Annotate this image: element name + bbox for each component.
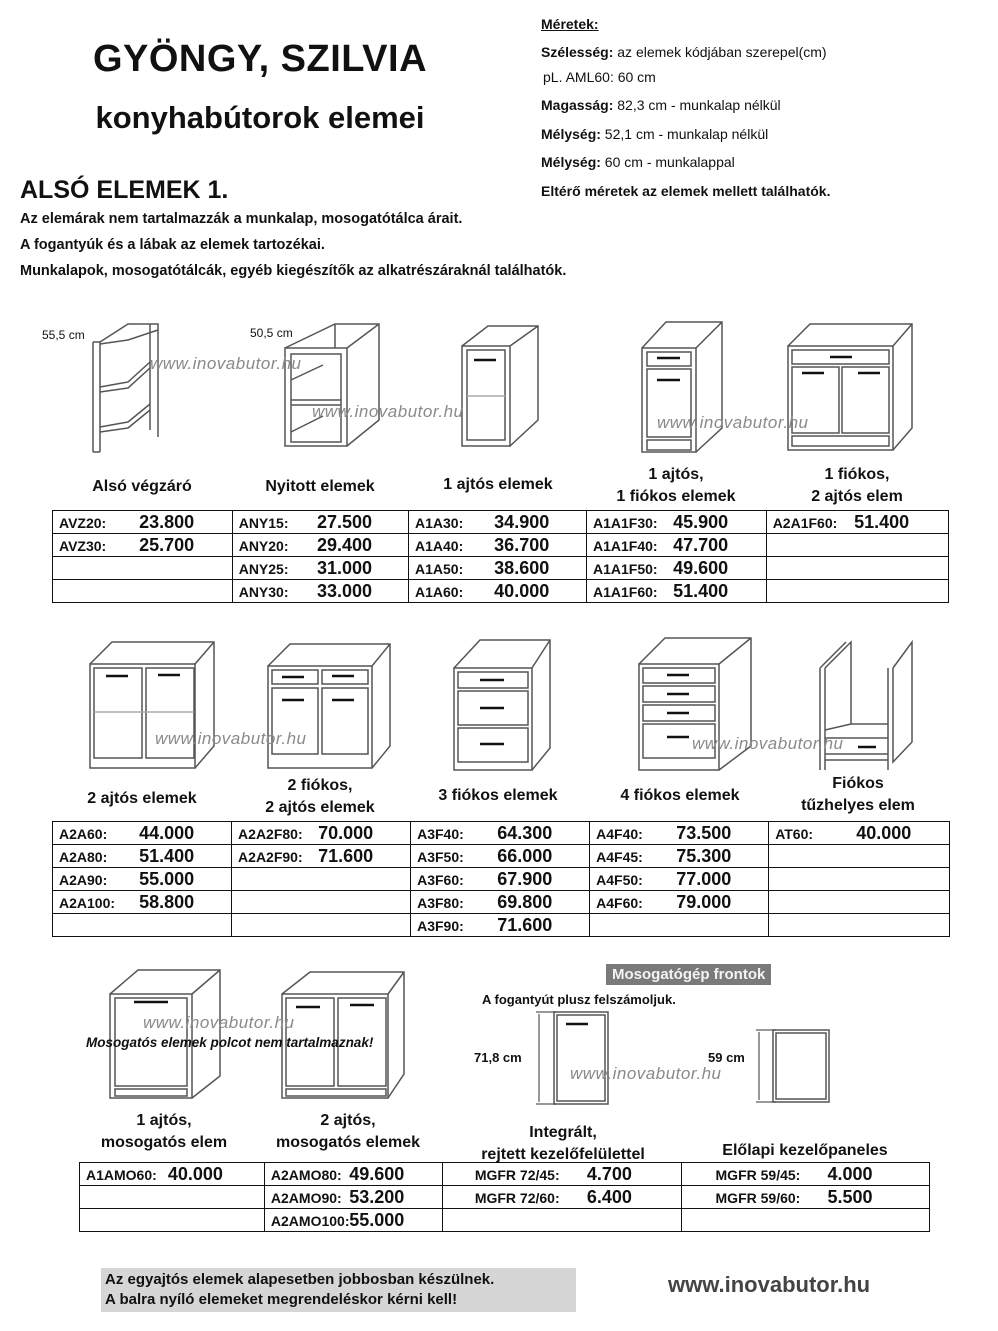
watermark: www.inovabutor.hu <box>150 354 302 373</box>
item-price: 36.700 <box>494 534 550 555</box>
item-code: A3F40: <box>417 825 464 842</box>
item-code: ANY25: <box>238 560 289 577</box>
item-code: A4F40: <box>596 825 643 842</box>
item-price: 77.000 <box>676 868 732 889</box>
two-drawer-two-door-cabinet-drawing <box>266 642 396 772</box>
price-cell <box>408 534 586 557</box>
price-cell <box>681 1186 929 1209</box>
caption-line: Nyitott elemek <box>265 478 375 495</box>
item-code: A2A60: <box>59 825 108 842</box>
item-code: A2A1F60: <box>772 514 838 531</box>
item-code: A4F50: <box>596 871 643 888</box>
price-cell <box>769 868 950 891</box>
item-price: 6.400 <box>586 1186 632 1207</box>
price-cell <box>408 580 586 603</box>
item-price: 49.600 <box>349 1163 405 1184</box>
item-code: A4F60: <box>596 894 643 911</box>
price-cell <box>232 580 408 603</box>
item-code: A1A1F30: <box>592 514 658 531</box>
table-row <box>53 822 950 845</box>
note-line: Az elemárak nem tartalmazzák a munkalap, mosogatótálca árait. <box>20 211 463 227</box>
price-cell <box>590 822 769 845</box>
caption-line: 2 ajtós, <box>320 1112 376 1129</box>
item-code: A2A100: <box>59 894 116 911</box>
item-code: A1A1F50: <box>592 560 658 577</box>
price-cell <box>232 868 411 891</box>
item-price: 40.000 <box>167 1163 223 1184</box>
item-price: 71.600 <box>318 845 374 866</box>
width-example: pL. AML60: 60 cm <box>543 68 656 85</box>
table-row <box>53 891 950 914</box>
item-code: A3F60: <box>417 871 464 888</box>
depth-label: Mélység: <box>541 154 601 170</box>
price-cell <box>232 511 408 534</box>
table-row <box>53 534 949 557</box>
item-price: 23.800 <box>139 511 195 532</box>
price-cell <box>53 511 233 534</box>
price-cell <box>769 845 950 868</box>
item-price: 58.800 <box>139 891 195 912</box>
other-dimensions-note: Eltérő méretek az elemek mellett találhatók. <box>541 182 831 199</box>
handle-note: A fogantyút plusz felszámoljuk. <box>482 992 676 1007</box>
caption-two-door <box>52 788 232 810</box>
dimension-label: 50,5 cm <box>250 326 293 340</box>
dishwasher-front-panel-drawing <box>756 1028 836 1104</box>
item-price: 55.000 <box>349 1209 405 1230</box>
price-cell <box>586 580 766 603</box>
price-cell <box>411 891 590 914</box>
price-cell <box>411 845 590 868</box>
caption-two-drawer-two-door <box>230 775 410 819</box>
caption-one-drawer-two-door <box>766 464 948 508</box>
item-price: 47.700 <box>673 534 729 555</box>
caption-line: 3 fiókos elemek <box>438 787 558 804</box>
height-label: Magasság: <box>541 97 614 113</box>
price-cell <box>232 534 408 557</box>
dw-height-label: 59 cm <box>708 1050 745 1065</box>
dimensions-heading: Méretek: <box>541 16 599 32</box>
item-price: 66.000 <box>497 845 553 866</box>
page-title: GYÖNGY, SZILVIA <box>92 38 428 80</box>
item-price: 34.900 <box>494 511 550 532</box>
caption-line: 1 fiókos elemek <box>616 488 736 505</box>
caption-line: 1 fiókos, <box>824 466 890 483</box>
item-code: MGFR 72/60: <box>474 1189 560 1206</box>
item-code: ANY15: <box>238 514 289 531</box>
price-table-row3 <box>79 1162 930 1232</box>
one-door-one-drawer-cabinet-drawing <box>640 318 725 456</box>
price-cell <box>586 534 766 557</box>
caption-line: 1 ajtós, <box>648 466 704 483</box>
caption-end-cabinet <box>52 476 232 498</box>
caption-three-drawer <box>408 785 588 807</box>
width-text: az elemek kódjában szerepel(cm) <box>613 44 827 60</box>
one-door-cabinet-drawing <box>460 320 540 450</box>
item-price: 64.300 <box>497 822 553 843</box>
end-cabinet-drawing <box>88 322 168 452</box>
price-cell <box>53 845 232 868</box>
dishwasher-fronts-badge: Mosogatógép frontok <box>606 964 771 985</box>
price-cell <box>590 868 769 891</box>
item-price: 33.000 <box>317 580 373 601</box>
price-cell <box>408 557 586 580</box>
caption-line: Előlapi kezelőpaneles <box>722 1142 888 1159</box>
caption-one-door <box>408 474 588 496</box>
item-price: 29.400 <box>317 534 373 555</box>
item-code: A1A30: <box>414 514 464 531</box>
item-price: 31.000 <box>317 557 373 578</box>
item-code: A1A60: <box>414 583 464 600</box>
price-cell <box>264 1163 442 1186</box>
caption-open-cabinets <box>230 476 410 498</box>
caption-line: 2 ajtós elem <box>811 488 903 505</box>
item-code: A2AMO80: <box>270 1166 342 1183</box>
caption-line: 2 ajtós elemek <box>265 799 375 816</box>
item-code: A2AMO90: <box>270 1189 342 1206</box>
price-cell <box>232 557 408 580</box>
item-code: A4F45: <box>596 848 643 865</box>
width-label: Szélesség: <box>541 44 614 60</box>
caption-line: 2 fiókos, <box>287 777 353 794</box>
dw-height-label: 71,8 cm <box>474 1050 522 1065</box>
sink-one-door-cabinet-drawing <box>108 966 223 1100</box>
price-cell <box>232 891 411 914</box>
price-table-row1 <box>52 510 949 603</box>
price-cell <box>53 868 232 891</box>
one-drawer-two-door-cabinet-drawing <box>786 320 916 454</box>
item-price: 38.600 <box>494 557 550 578</box>
price-cell <box>232 914 411 937</box>
caption-sink-two-door <box>258 1110 438 1154</box>
watermark: www.inovabutor.hu <box>657 413 809 432</box>
item-price: 25.700 <box>139 534 195 555</box>
item-price: 55.000 <box>139 868 195 889</box>
item-code: A1A1F40: <box>592 537 658 554</box>
table-row <box>53 868 950 891</box>
item-price: 51.400 <box>854 511 910 532</box>
price-cell <box>53 914 232 937</box>
price-cell <box>53 891 232 914</box>
price-cell <box>769 891 950 914</box>
item-code: AVZ20: <box>59 514 107 531</box>
item-code: MGFR 59/60: <box>715 1189 801 1206</box>
price-cell <box>586 511 766 534</box>
item-price: 67.900 <box>497 868 553 889</box>
page-subtitle: konyhabútorok elemei <box>95 100 425 135</box>
caption-line: 1 ajtós, <box>136 1112 192 1129</box>
table-row <box>53 914 950 937</box>
price-cell <box>80 1209 265 1232</box>
table-row <box>80 1163 930 1186</box>
item-price: 4.700 <box>586 1163 632 1184</box>
item-code: A2A2F80: <box>238 825 303 842</box>
footer-note-line: Az egyajtós elemek alapesetben jobbosban készülnek. <box>105 1271 495 1288</box>
item-price: 51.400 <box>673 580 729 601</box>
item-price: 40.000 <box>494 580 550 601</box>
price-cell <box>53 557 233 580</box>
depth-text: 52,1 cm - munkalap nélkül <box>600 125 769 142</box>
item-code: A2A2F90: <box>238 848 303 865</box>
item-price: 49.600 <box>673 557 729 578</box>
price-cell <box>53 534 233 557</box>
caption-line: mosogatós elem <box>100 1134 228 1151</box>
table-row <box>80 1186 930 1209</box>
caption-line: Integrált, <box>529 1124 597 1141</box>
item-price: 45.900 <box>673 511 729 532</box>
item-code: A3F50: <box>417 848 464 865</box>
watermark: www.inovabutor.hu <box>570 1064 722 1083</box>
price-cell <box>408 511 586 534</box>
table-row <box>80 1209 930 1232</box>
price-cell <box>442 1186 681 1209</box>
price-cell <box>411 914 590 937</box>
caption-line: 2 ajtós elemek <box>87 790 197 807</box>
price-table-row2 <box>52 821 950 937</box>
price-cell <box>232 822 411 845</box>
dishwasher-front-integrated-drawing <box>536 1010 616 1106</box>
depth-text: 60 cm - munkalappal <box>600 154 735 170</box>
item-code: A3F80: <box>417 894 464 911</box>
dimensions-panel <box>541 14 830 205</box>
price-cell <box>442 1209 681 1232</box>
item-price: 70.000 <box>318 822 374 843</box>
item-price: 73.500 <box>676 822 732 843</box>
price-cell <box>766 534 948 557</box>
item-code: ANY30: <box>238 583 289 600</box>
caption-line: mosogatós elemek <box>275 1134 421 1151</box>
item-code: AT60: <box>775 825 814 842</box>
caption-integrated-dw <box>448 1122 678 1166</box>
footer-note-line: A balra nyíló elemeket megrendeléskor kérni kell! <box>105 1291 458 1308</box>
table-row <box>53 845 950 868</box>
table-row <box>53 511 949 534</box>
price-cell <box>590 845 769 868</box>
height-text: 82,3 cm - munkalap nélkül <box>613 97 781 113</box>
item-code: A2AMO100: <box>270 1212 350 1229</box>
price-cell <box>590 891 769 914</box>
price-cell <box>80 1163 265 1186</box>
open-cabinet-drawing <box>283 320 383 450</box>
item-price: 4.000 <box>827 1163 873 1184</box>
price-cell <box>264 1186 442 1209</box>
caption-four-drawer <box>590 785 770 807</box>
item-code: AVZ30: <box>59 537 107 554</box>
price-cell <box>264 1209 442 1232</box>
item-code: MGFR 59/45: <box>715 1166 801 1183</box>
watermark: www.inovabutor.hu <box>143 1013 295 1032</box>
watermark: www.inovabutor.hu <box>312 402 464 421</box>
price-cell <box>766 580 948 603</box>
section-heading: ALSÓ ELEMEK 1. <box>20 176 229 204</box>
note-line: Munkalapok, mosogatótálcák, egyéb kiegészítők az alkatrészáraknál találhatók. <box>20 263 567 279</box>
dimension-label: 55,5 cm <box>42 328 85 342</box>
price-cell <box>586 557 766 580</box>
depth-label: Mélység: <box>541 125 601 142</box>
price-cell <box>590 914 769 937</box>
three-drawer-cabinet-drawing <box>452 636 552 774</box>
item-code: MGFR 72/45: <box>474 1166 560 1183</box>
caption-line: tűzhelyes elem <box>801 797 915 814</box>
item-price: 75.300 <box>676 845 732 866</box>
item-price: 69.800 <box>497 891 553 912</box>
item-code: A3F90: <box>417 917 464 934</box>
caption-one-door-one-drawer <box>586 464 766 508</box>
footer-note <box>101 1268 576 1312</box>
caption-sink-one-door <box>74 1110 254 1154</box>
item-price: 51.400 <box>139 845 195 866</box>
item-code: ANY20: <box>238 537 289 554</box>
price-cell <box>681 1163 929 1186</box>
item-price: 71.600 <box>497 914 553 935</box>
caption-oven-cabinet <box>768 773 948 817</box>
caption-line: 1 ajtós elemek <box>443 476 553 493</box>
caption-line: Alsó végzáró <box>92 478 192 495</box>
item-code: A2A80: <box>59 848 108 865</box>
caption-line: Fiókos <box>832 775 884 792</box>
sink-no-shelf-note: Mosogatós elemek polcot nem tartalmaznak! <box>86 1035 374 1050</box>
price-cell <box>769 822 950 845</box>
price-cell <box>411 822 590 845</box>
price-cell <box>681 1209 929 1232</box>
price-cell <box>766 511 948 534</box>
item-price: 40.000 <box>856 822 912 843</box>
price-cell <box>80 1186 265 1209</box>
table-row <box>53 557 949 580</box>
item-code: A1AMO60: <box>86 1166 157 1183</box>
item-code: A1A1F60: <box>592 583 658 600</box>
price-cell <box>766 557 948 580</box>
caption-line: 4 fiókos elemek <box>620 787 740 804</box>
note-line: A fogantyúk és a lábak az elemek tartozékai. <box>20 237 325 253</box>
table-row <box>53 580 949 603</box>
item-code: A1A50: <box>414 560 464 577</box>
item-price: 5.500 <box>827 1186 873 1207</box>
item-price: 27.500 <box>317 511 373 532</box>
price-cell <box>232 845 411 868</box>
item-price: 53.200 <box>349 1186 405 1207</box>
item-price: 79.000 <box>676 891 732 912</box>
price-cell <box>53 580 233 603</box>
caption-front-panel-dw <box>680 1140 930 1162</box>
item-code: A1A40: <box>414 537 464 554</box>
price-cell <box>442 1163 681 1186</box>
two-door-cabinet-drawing <box>88 638 218 772</box>
price-cell <box>411 868 590 891</box>
price-cell <box>769 914 950 937</box>
watermark: www.inovabutor.hu <box>692 734 844 753</box>
item-code: A2A90: <box>59 871 108 888</box>
item-price: 44.000 <box>139 822 195 843</box>
website-link[interactable]: www.inovabutor.hu <box>668 1272 871 1297</box>
price-cell <box>53 822 232 845</box>
caption-line: rejtett kezelőfelülettel <box>481 1146 645 1163</box>
watermark: www.inovabutor.hu <box>155 729 307 748</box>
